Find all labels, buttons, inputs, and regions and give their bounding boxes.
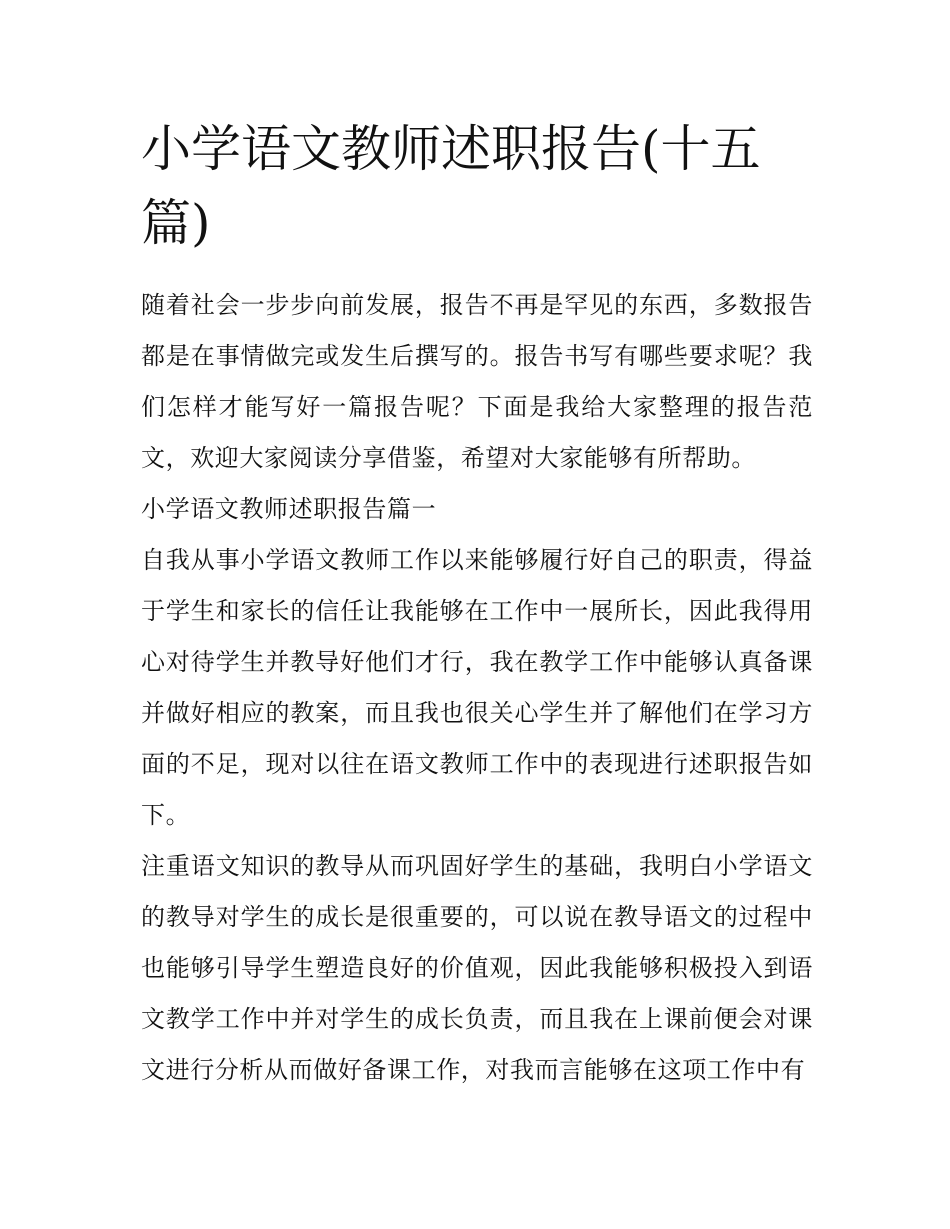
document-title: 小学语文教师述职报告(十五篇)	[141, 120, 761, 252]
body-paragraph: 自我从事小学语文教师工作以来能够履行好自己的职责，得益于学生和家长的信任让我能够在工作中一展所长，因此我得用心对待学生并教导好他们才行，我在教学工作中能够认真备课并做好相应的教案，而且我也很关心学生并了解他们在学习方面的不足，现对以往在语文教师工作中的表现进行述职报告如下。	[141, 546, 813, 829]
body-paragraph: 注重语文知识的教导从而巩固好学生的基础，我明白小学语文的教导对学生的成长是很重要的，可以说在教导语文的过程中也能够引导学生塑造良好的价值观，因此我能够积极投入到语文教学工作中并对学生的成长负责，而且我在上课前便会对课文进行分析从而做好备课工作，对我而言能够在这项工作中有	[141, 852, 813, 1084]
section-heading: 小学语文教师述职报告篇一	[141, 495, 437, 523]
document-body	[141, 112, 813, 1096]
intro-paragraph: 随着社会一步步向前发展，报告不再是罕见的东西，多数报告都是在事情做完或发生后撰写的。报告书写有哪些要求呢？我们怎样才能写好一篇报告呢？下面是我给大家整理的报告范文，欢迎大家阅读分享借鉴，希望对大家能够有所帮助。	[141, 291, 813, 472]
